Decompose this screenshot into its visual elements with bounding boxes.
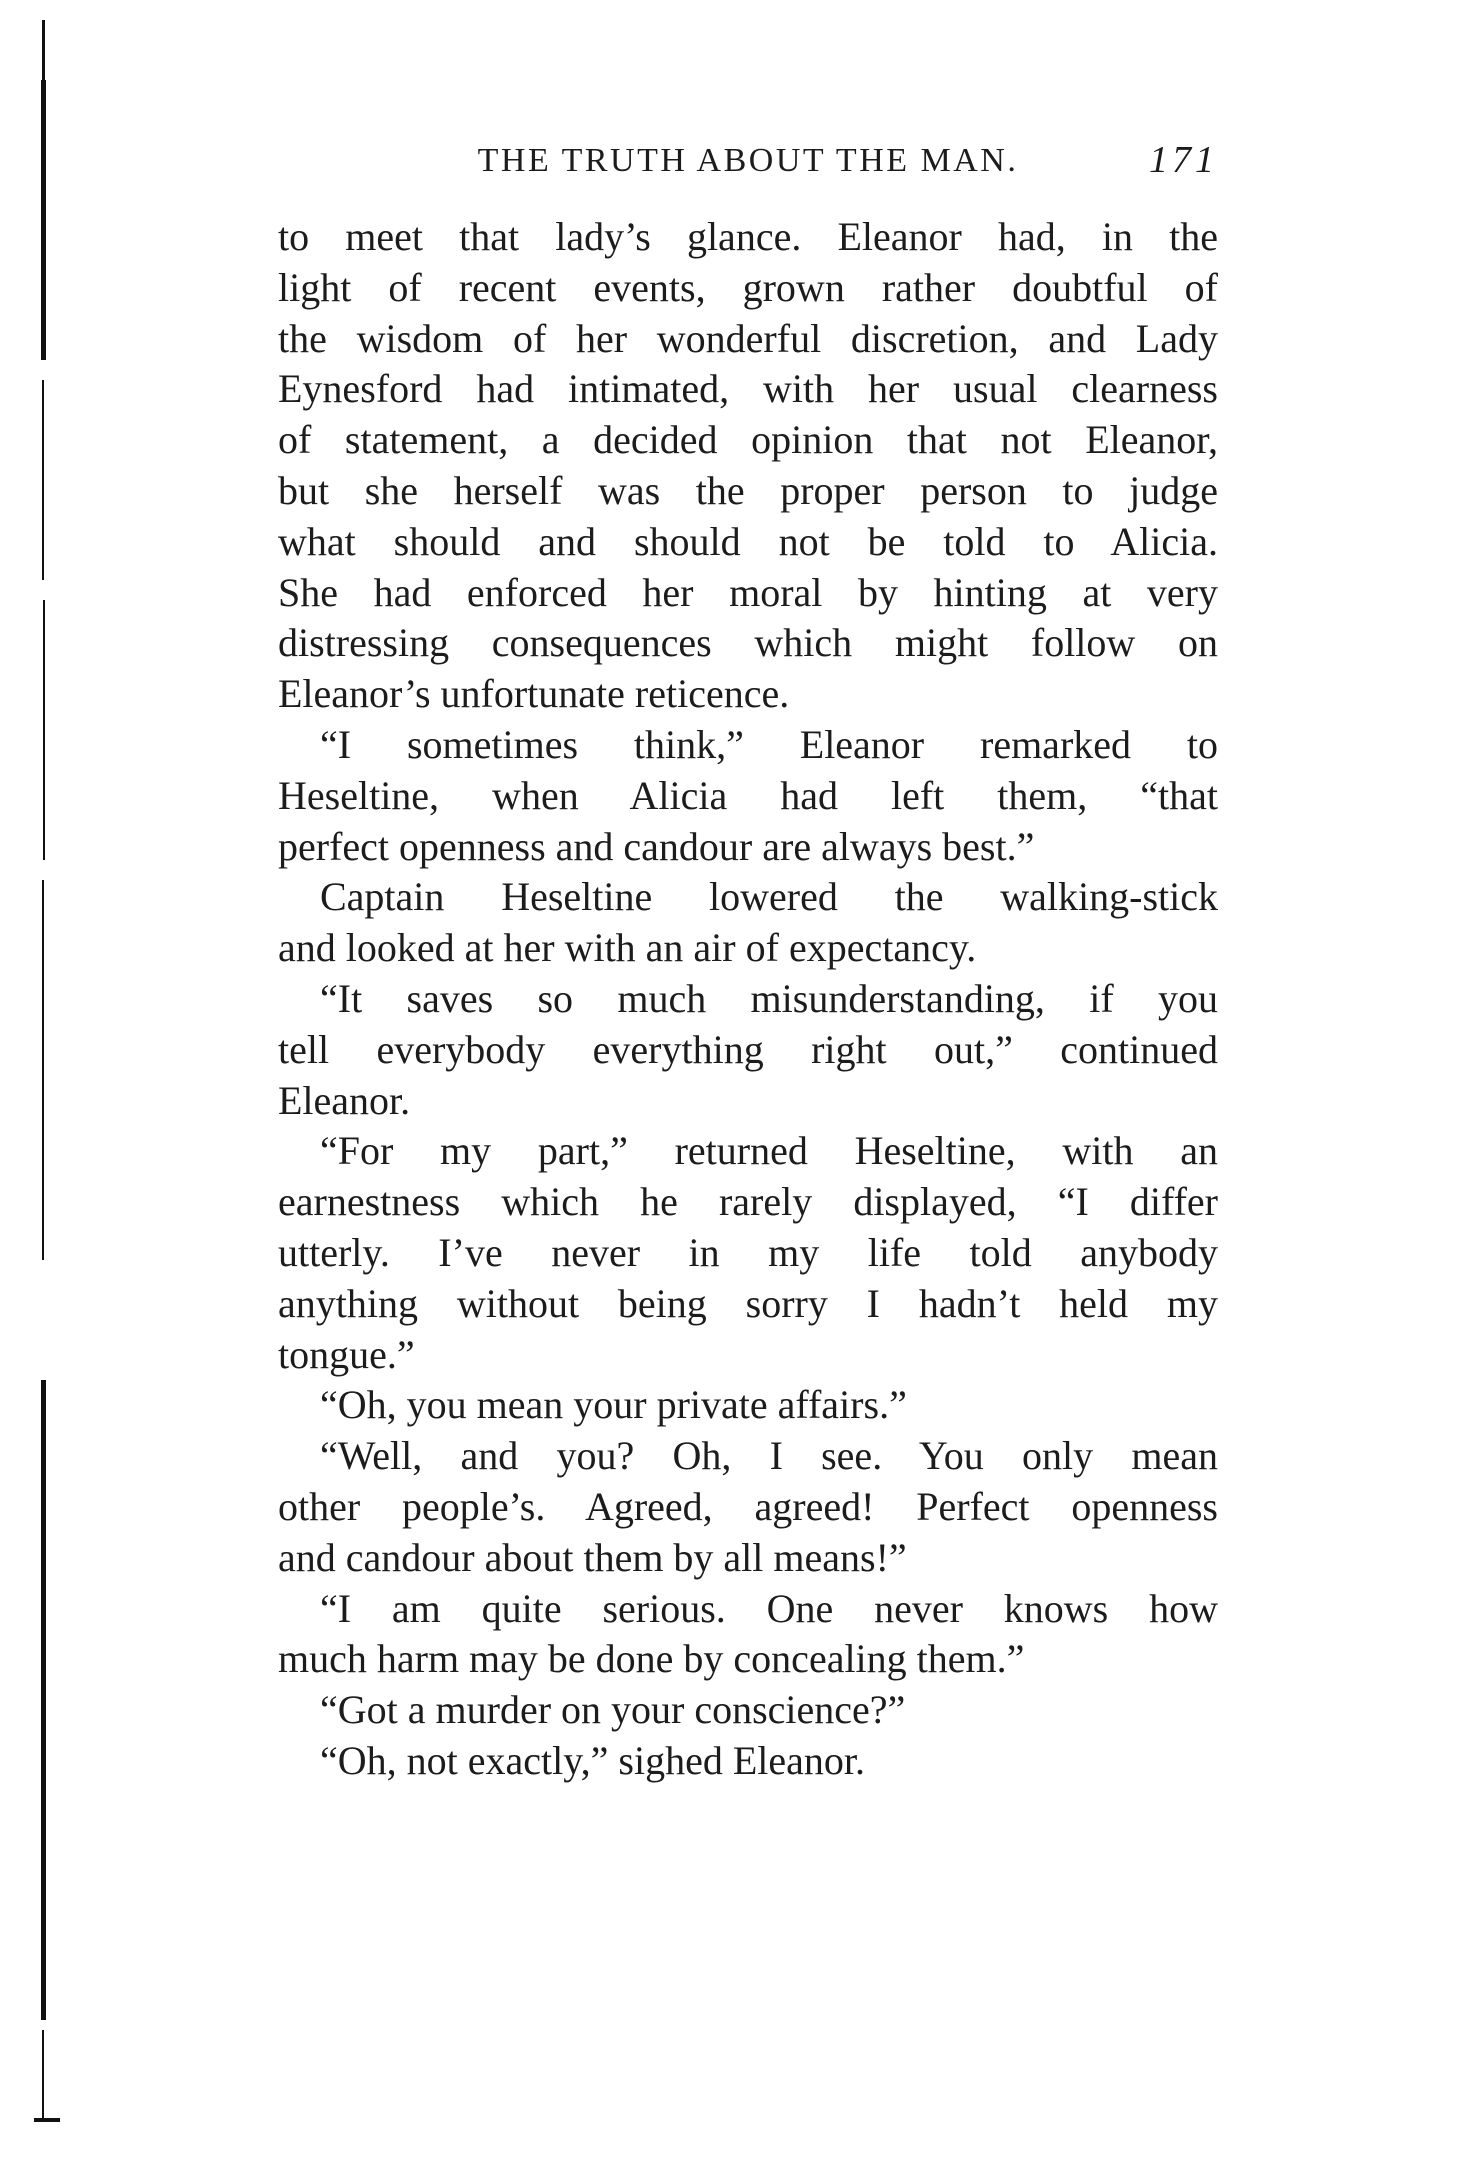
text-line: the wisdom of her wonderful discretion, and Lady <box>278 315 1218 361</box>
binding-line <box>42 2030 44 2120</box>
text-line: “Oh, not exactly,” sighed Eleanor. <box>320 1737 865 1783</box>
binding-line <box>41 1380 46 2020</box>
page-header <box>278 138 1218 188</box>
running-head: THE TRUTH ABOUT THE MAN. <box>477 142 1019 179</box>
text-line: “It saves so much misunderstanding, if you <box>320 975 1218 1021</box>
binding-edge <box>30 20 60 2140</box>
text-line: Heseltine, when Alicia had left them, “that <box>278 772 1218 818</box>
text-line: “Well, and you? Oh, I see. You only mean <box>320 1433 1218 1479</box>
text-line: Eleanor’s unfortunate reticence. <box>278 671 790 717</box>
text-line: and looked at her with an air of expectancy. <box>278 925 977 971</box>
text-line: “I am quite serious. One never knows how <box>320 1585 1218 1631</box>
text-line: “Oh, you mean your private affairs.” <box>320 1382 907 1428</box>
text-line: Eynesford had intimated, with her usual clearness <box>278 366 1218 412</box>
body-text <box>278 212 1218 1787</box>
binding-line <box>43 600 45 860</box>
text-line: “For my part,” returned Heseltine, with an <box>320 1128 1218 1174</box>
text-line: Eleanor. <box>278 1077 411 1123</box>
text-line: and candour about them by all means!” <box>278 1534 907 1580</box>
binding-line <box>42 380 44 580</box>
text-line: “Got a murder on your conscience?” <box>320 1687 906 1733</box>
text-line: much harm may be done by concealing them.” <box>278 1636 1025 1682</box>
text-line: what should and should not be told to Alicia. <box>278 518 1218 564</box>
text-line: tongue.” <box>278 1331 415 1377</box>
text-line: “I sometimes think,” Eleanor remarked to <box>320 721 1218 767</box>
text-line: perfect openness and candour are always best.” <box>278 823 1035 869</box>
binding-line <box>42 880 44 1260</box>
text-line: anything without being sorry I hadn’t held my <box>278 1280 1218 1326</box>
text-line: other people’s. Agreed, agreed! Perfect openness <box>278 1483 1218 1529</box>
text-line: of statement, a decided opinion that not Eleanor, <box>278 417 1218 463</box>
page-number: 171 <box>1149 139 1218 181</box>
text-line: distressing consequences which might follow on <box>278 620 1218 666</box>
binding-foot <box>34 2118 60 2122</box>
binding-line <box>41 80 46 360</box>
text-line: but she herself was the proper person to judge <box>278 467 1218 513</box>
text-line: tell everybody everything right out,” continued <box>278 1026 1218 1072</box>
text-line: She had enforced her moral by hinting at very <box>278 569 1218 615</box>
text-line: utterly. I’ve never in my life told anybody <box>278 1229 1218 1275</box>
text-line: to meet that lady’s glance. Eleanor had, in the <box>278 214 1218 259</box>
text-line: Captain Heseltine lowered the walking-stick <box>320 874 1218 920</box>
text-line: earnestness which he rarely displayed, “I differ <box>278 1179 1218 1225</box>
text-line: light of recent events, grown rather doubtful of <box>278 264 1218 310</box>
